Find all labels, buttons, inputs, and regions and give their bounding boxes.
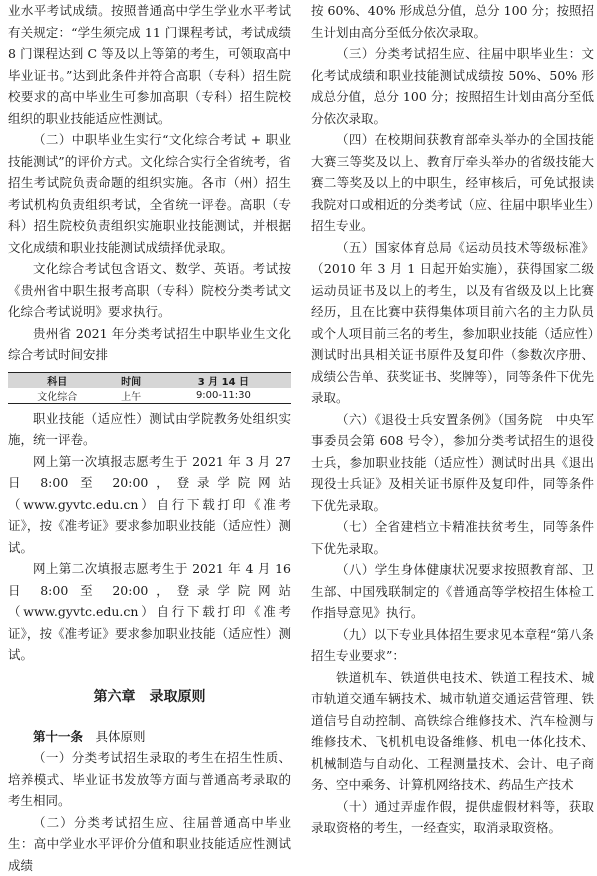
table-header-row <box>8 372 291 388</box>
paragraph-admission-6: （六）《退役士兵安置条例》（国务院 中央军事委员会第 608 号令），参加分类考试招生的退役士兵，参加职业技能（适应性）测试时出具《退出现役士兵证》及相关证书原件及复印件，同等条件下优先录取。 <box>311 409 594 517</box>
header-date: 3 月 14 日 <box>156 372 291 388</box>
right-column <box>311 0 594 839</box>
paragraph-exam-subjects: 文化综合考试包含语文、数学、英语。考试按《贵州省中职生报考高职（专科）院校分类考试文化综合考试说明》要求执行。 <box>8 258 291 323</box>
paragraph-admission-3: （三）分类考试招生应、往届中职毕业生：文化考试成绩和职业技能测试成绩按 50%、50% 形成总分值，总分 100 分；按照招生计划由高分至低分依次录取。 <box>311 43 594 129</box>
paragraph-admission-8: （八）学生身体健康状况要求按照教育部、卫生部、中国残联制定的《普通高等学校招生体检工作指导意见》执行。 <box>311 559 594 624</box>
article-number: 第十一条 <box>33 729 83 744</box>
paragraph-second-round: 网上第二次填报志愿考生于 2021 年 4 月 16 日 8:00 至 20:00，登录学院网站（www.gyvtc.edu.cn）自行下载打印《准考证》，按《准考证》要求参加职业技能（适应性）测试。 <box>8 558 291 666</box>
paragraph-admission-10: （十）通过弄虚作假，提供虚假材料等，获取录取资格的考生，一经查实，取消录取资格。 <box>311 796 594 839</box>
paragraph-admission-9: （九）以下专业具体招生要求见本章程“第八条招生专业要求”： <box>311 624 594 667</box>
paragraph-admission-1: （一）分类考试招生录取的考生在招生性质、培养模式、毕业证书发放等方面与普通高考录取的考生相同。 <box>8 747 291 812</box>
paragraph-admission-2-cont: 按 60%、40% 形成总分值，总分 100 分；按照招生计划由高分至低分依次录取。 <box>311 0 594 43</box>
paragraph-major-list: 铁道机车、铁道供电技术、铁道工程技术、城市轨道交通车辆技术、城市轨道交通运营管理、铁道信号自动控制、高铁综合维修技术、汽车检测与维修技术、飞机机电设备维修、机电一体化技术、机械制造与自动化、工程测量技术、会计、电子商务、空中乘务、计算机网络技术、药品生产技术 <box>311 667 594 796</box>
paragraph-vocational-evaluation: （二）中职毕业生实行“文化综合考试 + 职业技能测试”的评价方式。文化综合实行全省统考，省招生考试院负责命题的组织实施。各市（州）招生考试机构负责组织考试，全省统一评卷。高职（专科）招生院校负责组织实施职业技能测试，并根据文化成绩和职业技能测试成绩择优录取。 <box>8 129 291 258</box>
article-title: 具体原则 <box>83 729 146 744</box>
exam-schedule-table <box>8 372 291 404</box>
left-column <box>8 0 291 876</box>
paragraph-admission-4: （四）在校期间获教育部牵头举办的全国技能大赛三等奖及以上、教育厅牵头举办的省级技能大赛二等奖及以上的中职生，经审核后，可免试报读我院对口或相近的分类考试（应、往届中职毕业生）招生专业。 <box>311 129 594 237</box>
table-row <box>8 388 291 404</box>
paragraph-first-round: 网上第一次填报志愿考生于 2021 年 3 月 27 日 8:00 至 20:00，登录学院网站（www.gyvtc.edu.cn）自行下载打印《准考证》，按《准考证》要求参加职业技能（适应性）测试。 <box>8 451 291 559</box>
chapter-heading: 第六章 录取原则 <box>8 686 291 708</box>
paragraph-graduation-requirements: 业水平考试成绩。按照普通高中学生学业水平考试有关规定：“学生须完成 11 门课程考试，考试成绩 8 门课程达到 C 等及以上等第的考生，可领取高中毕业证书。”达到此条件并符合高职（专科）招生院校要求的高中毕业生可参加高职（专科）招生院校组织的职业技能适应性测试。 <box>8 0 291 129</box>
paragraph-admission-2: （二）分类考试招生应、往届普通高中毕业生：高中学业水平评价分值和职业技能适应性测试成绩 <box>8 812 291 876</box>
header-subject: 科目 <box>8 372 107 388</box>
paragraph-skill-test: 职业技能（适应性）测试由学院教务处组织实施，统一评卷。 <box>8 408 291 451</box>
header-time: 时间 <box>107 372 156 388</box>
cell-time: 上午 <box>107 388 156 404</box>
paragraph-admission-7: （七）全省建档立卡精准扶贫考生，同等条件下优先录取。 <box>311 516 594 559</box>
paragraph-admission-5: （五）国家体育总局《运动员技术等级标准》（2010 年 3 月 1 日起开始实施），获得国家二级运动员证书及以上的考生，以及有省级及以上比赛经历，且在比赛中获得集体项目前六名的主力队员或个人项目前三名的考生，参加职业技能（适应性）测试时出具相关证书原件及复印件（参数次序册、成绩公告单、获奖证书、奖牌等），同等条件下优先录取。 <box>311 237 594 409</box>
article-heading <box>8 726 291 748</box>
table-caption: 贵州省 2021 年分类考试招生中职毕业生文化综合考试时间安排 <box>8 323 291 366</box>
cell-subject: 文化综合 <box>8 388 107 404</box>
cell-hours: 9:00-11:30 <box>156 388 291 404</box>
